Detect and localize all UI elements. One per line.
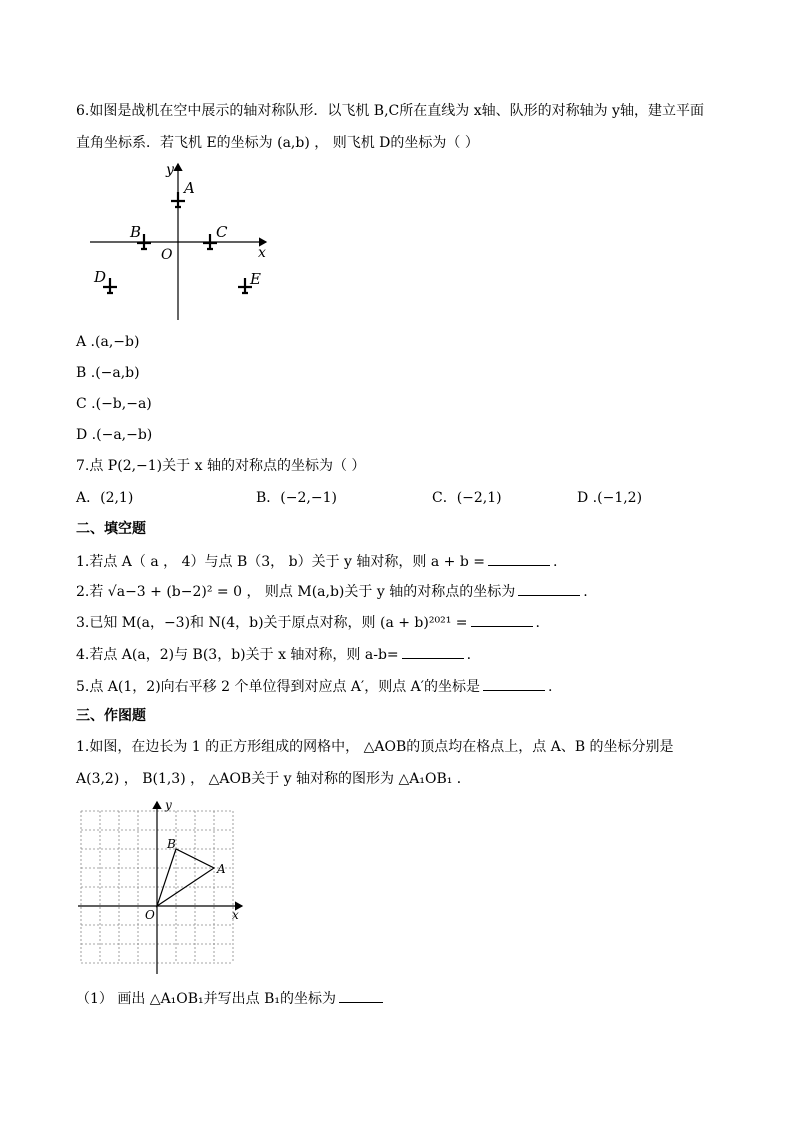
q6-x-label: x	[258, 245, 266, 261]
fill-item-1-end: .	[552, 554, 558, 570]
plane-e-label: E	[250, 270, 261, 288]
grid-x-label: x	[232, 908, 239, 922]
fill-item-2-blank[interactable]	[518, 581, 580, 596]
fill-item-3-end: .	[535, 615, 540, 631]
q7-option-c: C．(−2,1)	[432, 490, 502, 506]
plane-c-label: C	[216, 223, 228, 241]
fill-item-3-text: 3.已知 M(a，−3)和 N(4，b)关于原点对称，则 (a + b)²⁰²¹ =	[76, 615, 468, 631]
fill-item-3	[76, 612, 540, 633]
fill-item-4-text: 4.若点 A(a，2)与 B(3，b)关于 x 轴对称，则 a-b=	[76, 647, 399, 663]
grid-origin-label: O	[145, 908, 155, 922]
draw-q1-line2: A(3,2) ， B(1,3) ， △AOB关于 y 轴对称的图形为 △A₁OB₁ ．	[76, 771, 471, 787]
q6-y-label: y	[166, 162, 174, 178]
q6-option-b: B .(−a,b)	[76, 365, 140, 381]
fill-item-5-text: 5.点 A(1，2)向右平移 2 个单位得到对应点 A′，则点 A′的坐标是	[76, 679, 480, 695]
fill-item-4-end: .	[466, 647, 472, 663]
q6-formation-figure	[86, 160, 276, 325]
point-b-label: B	[167, 837, 176, 851]
coordinate-grid-figure	[76, 798, 248, 980]
fill-item-4-blank[interactable]	[402, 644, 464, 659]
draw-q1-line1: 1.如图，在边长为 1 的正方形组成的网格中， △AOB的顶点均在格点上，点 A、B 的坐标分别是	[76, 739, 674, 755]
grid-y-label: y	[165, 798, 172, 812]
fill-item-1	[76, 551, 557, 572]
q7-option-d: D .(−1,2)	[577, 490, 643, 506]
fill-item-4	[76, 644, 471, 665]
q6-option-a: A .(a,−b)	[76, 334, 140, 350]
plane-c-icon	[203, 234, 217, 250]
draw-q1-sub1	[76, 988, 386, 1009]
fill-item-1-text: 1.若点 A（ a ， 4）与点 B（3， b）关于 y 轴对称，则 a + b =	[76, 554, 485, 570]
q6-stem-line1: 6.如图是战机在空中展示的轴对称队形．以飞机 B,C所在直线为 x轴、队形的对称轴为 y轴，建立平面	[76, 103, 704, 119]
fill-item-5	[76, 676, 552, 697]
q6-stem-line2: 直角坐标系．若飞机 E的坐标为 (a,b) ， 则飞机 D的坐标为（ ）	[76, 135, 479, 151]
q6-origin-label: O	[161, 247, 173, 263]
q7-option-a: A．(2,1)	[76, 490, 134, 506]
point-a-label: A	[217, 862, 226, 876]
fill-item-2	[76, 581, 588, 602]
fill-item-5-end: .	[547, 679, 553, 695]
q7-option-b: B．(−2,−1)	[256, 490, 337, 506]
q7-stem: 7.点 P(2,−1)关于 x 轴的对称点的坐标为（ ）	[76, 458, 366, 474]
plane-b-label: B	[130, 223, 142, 241]
plane-a-icon	[171, 192, 185, 208]
fill-item-3-blank[interactable]	[471, 612, 533, 627]
q6-option-d: D .(−a,−b)	[76, 427, 153, 443]
q6-option-c: C .(−b,−a)	[76, 396, 152, 412]
section3-heading: 三、作图题	[76, 708, 146, 724]
fill-item-2-end: .	[583, 584, 588, 600]
section2-heading: 二、填空题	[76, 521, 146, 537]
triangle-aob	[157, 849, 214, 906]
plane-a-label: A	[184, 179, 195, 197]
plane-d-label: D	[94, 268, 107, 286]
fill-item-5-blank[interactable]	[483, 676, 545, 691]
fill-item-1-blank[interactable]	[488, 551, 550, 566]
fill-item-2-text: 2.若 √a−3 + (b−2)² = 0 ， 则点 M(a,b)关于 y 轴的对称点的坐标为	[76, 584, 516, 600]
draw-q1-sub1-blank[interactable]	[339, 988, 383, 1003]
draw-q1-sub1-text: （1） 画出 △A₁OB₁并写出点 B₁的坐标为	[76, 991, 337, 1007]
